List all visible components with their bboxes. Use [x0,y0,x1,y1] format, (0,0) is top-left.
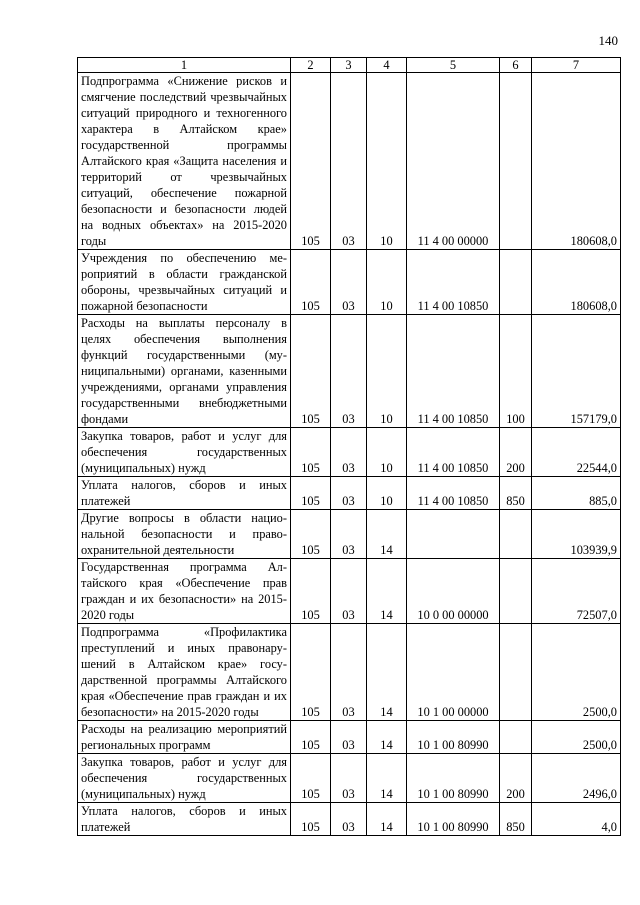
table-row [78,754,621,803]
row-col-7: 157179,0 [532,315,621,428]
row-col-2: 105 [291,803,331,836]
row-col-6: 850 [500,803,532,836]
row-name: Закупка товаров, работ и услуг для обеспечения государственных (муниципальных) нужд [78,754,291,803]
row-col-2: 105 [291,250,331,315]
row-name: Учреждения по обеспечению мероприятий в области гражданской обороны, чрезвычайных ситуаций и пожарной безопасности [78,250,291,315]
row-col-7: 72507,0 [532,559,621,624]
row-name: Уплата налогов, сборов и иных платежей [78,803,291,836]
row-col-4: 14 [367,510,407,559]
row-col-2: 105 [291,428,331,477]
header-row [78,58,621,73]
row-name: Другие вопросы в области национальной безопасности и правоохранительной деятельности [78,510,291,559]
budget-table [77,57,621,836]
row-col-7: 4,0 [532,803,621,836]
row-col-3: 03 [331,721,367,754]
row-col-7: 180608,0 [532,250,621,315]
row-col-2: 105 [291,510,331,559]
row-col-6: 100 [500,315,532,428]
row-col-2: 105 [291,721,331,754]
row-col-6 [500,73,532,250]
row-col-5: 11 4 00 10850 [407,315,500,428]
row-col-5: 11 4 00 00000 [407,73,500,250]
row-col-3: 03 [331,510,367,559]
row-col-3: 03 [331,73,367,250]
row-col-4: 10 [367,250,407,315]
table-row [78,250,621,315]
row-col-7: 2500,0 [532,721,621,754]
row-name: Подпрограмма «Профилактика преступлений и иных правонарушений в Алтайском крае» государственной программы Алтайского края «Обеспечение прав граждан и их безопасности» на 2015-2020 годы [78,624,291,721]
header-col-7: 7 [532,58,621,73]
row-col-3: 03 [331,559,367,624]
row-col-3: 03 [331,315,367,428]
row-col-2: 105 [291,559,331,624]
table-row [78,803,621,836]
row-col-6 [500,510,532,559]
row-col-5: 10 0 00 00000 [407,559,500,624]
header-col-6: 6 [500,58,532,73]
row-col-3: 03 [331,428,367,477]
row-col-4: 10 [367,428,407,477]
row-col-7: 2496,0 [532,754,621,803]
row-col-7: 103939,9 [532,510,621,559]
row-col-5 [407,510,500,559]
row-col-4: 14 [367,559,407,624]
page-number: 140 [598,33,618,48]
row-col-2: 105 [291,73,331,250]
row-col-3: 03 [331,803,367,836]
row-name: Подпрограмма «Снижение рисков и смягчение последствий чрезвычайных ситуаций природного и техногенного характера в Алтайском крае» государственной программы Алтайского края «Защита населения и территорий от чрезвычайных ситуаций, обеспечение пожарной безопасности и безопасности людей на водных объектах» на 2015-2020 годы [78,73,291,250]
row-col-7: 180608,0 [532,73,621,250]
row-col-5: 11 4 00 10850 [407,477,500,510]
row-col-4: 14 [367,803,407,836]
row-col-4: 14 [367,721,407,754]
row-col-6: 200 [500,428,532,477]
row-col-5: 11 4 00 10850 [407,250,500,315]
row-col-5: 10 1 00 80990 [407,803,500,836]
row-col-3: 03 [331,250,367,315]
row-col-6 [500,559,532,624]
row-col-2: 105 [291,477,331,510]
row-col-6: 850 [500,477,532,510]
row-col-2: 105 [291,315,331,428]
row-col-3: 03 [331,624,367,721]
table-row [78,721,621,754]
row-col-7: 885,0 [532,477,621,510]
row-col-6 [500,721,532,754]
table-row [78,477,621,510]
header-col-4: 4 [367,58,407,73]
table-row [78,624,621,721]
row-name: Расходы на реализацию мероприятий региональных программ [78,721,291,754]
row-name: Государственная программа Алтайского края «Обеспечение прав граждан и их безопасности» на 2015-2020 годы [78,559,291,624]
row-col-5: 10 1 00 80990 [407,754,500,803]
row-name: Уплата налогов, сборов и иных платежей [78,477,291,510]
row-col-5: 10 1 00 80990 [407,721,500,754]
header-col-1: 1 [78,58,291,73]
header-col-5: 5 [407,58,500,73]
row-col-6 [500,250,532,315]
row-col-3: 03 [331,754,367,803]
table-row [78,73,621,250]
row-col-5: 11 4 00 10850 [407,428,500,477]
row-col-5: 10 1 00 00000 [407,624,500,721]
row-col-7: 2500,0 [532,624,621,721]
header-col-3: 3 [331,58,367,73]
row-name: Закупка товаров, работ и услуг для обеспечения государственных (муниципальных) нужд [78,428,291,477]
row-col-2: 105 [291,624,331,721]
table-row [78,559,621,624]
table-row [78,428,621,477]
row-col-7: 22544,0 [532,428,621,477]
table-row [78,315,621,428]
header-col-2: 2 [291,58,331,73]
row-col-4: 10 [367,73,407,250]
row-col-4: 10 [367,315,407,428]
row-col-4: 10 [367,477,407,510]
row-name: Расходы на выплаты персоналу в целях обеспечения выполнения функций государственными (муниципальными) органами, казенными учреждениями, органами управления государственными внебюджетными фондами [78,315,291,428]
row-col-6: 200 [500,754,532,803]
row-col-2: 105 [291,754,331,803]
table-row [78,510,621,559]
row-col-4: 14 [367,754,407,803]
row-col-4: 14 [367,624,407,721]
row-col-3: 03 [331,477,367,510]
row-col-6 [500,624,532,721]
